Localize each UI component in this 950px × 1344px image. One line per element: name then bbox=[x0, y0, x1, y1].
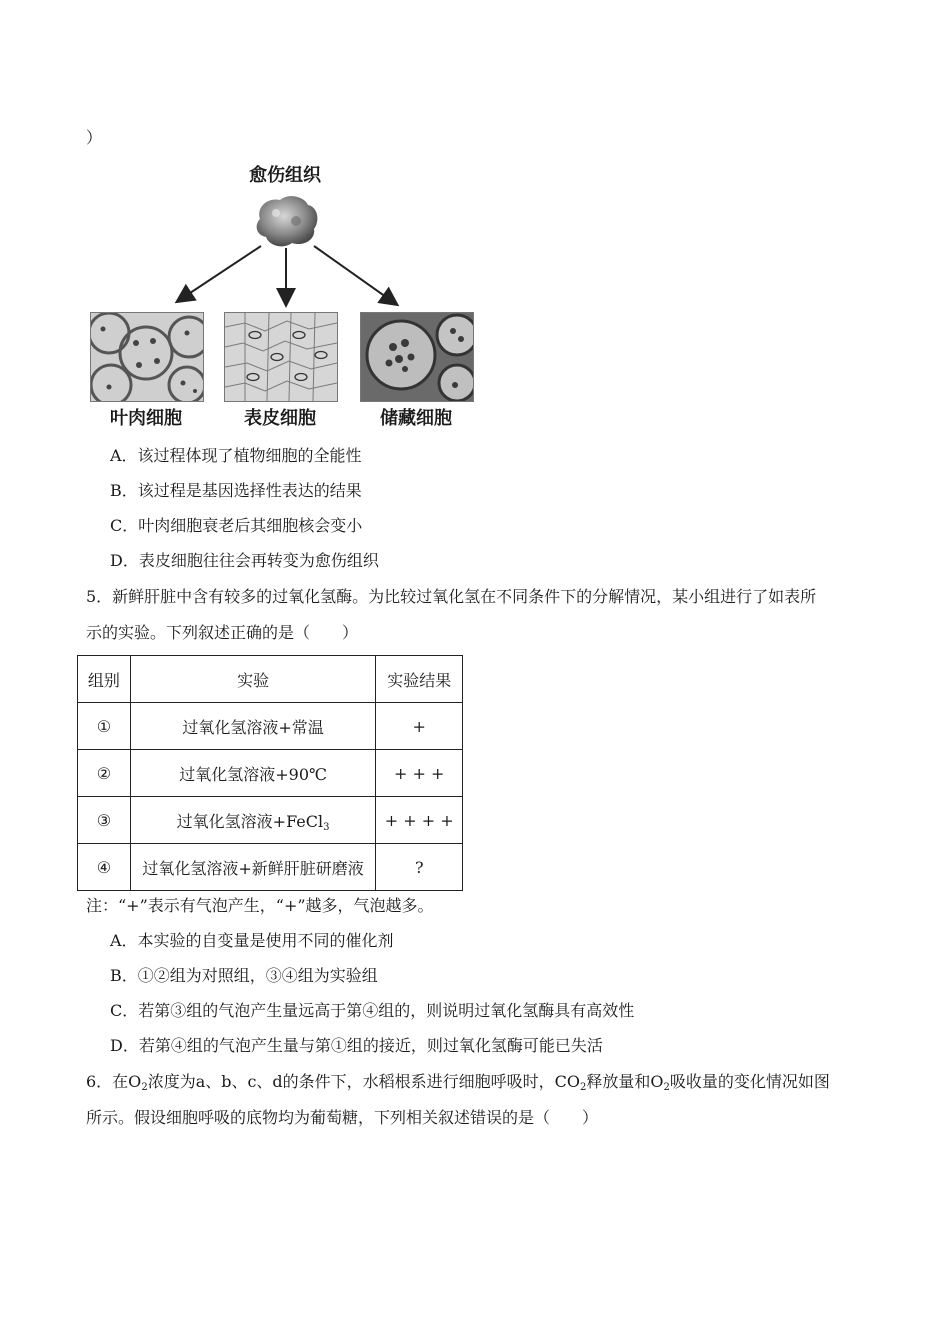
table-header-row bbox=[78, 656, 463, 703]
cell-label-storage: 储藏细胞 bbox=[380, 408, 452, 429]
experiment-table bbox=[77, 655, 463, 891]
q4-option-a[interactable]: A．该过程体现了植物细胞的全能性 bbox=[110, 446, 362, 465]
table-row bbox=[78, 797, 463, 844]
row-group: ④ bbox=[78, 844, 131, 891]
q4-option-d[interactable]: D．表皮细胞往往会再转变为愈伤组织 bbox=[110, 551, 379, 570]
table-note: 注：“+”表示有气泡产生，“+”越多，气泡越多。 bbox=[86, 896, 434, 915]
q5-option-b[interactable]: B．①②组为对照组，③④组为实验组 bbox=[110, 966, 378, 985]
q6-text: 释放量和O bbox=[586, 1072, 664, 1091]
row-result: ? bbox=[376, 844, 463, 891]
differentiation-arrows bbox=[86, 156, 486, 316]
row-group: ② bbox=[78, 750, 131, 797]
q5-stem-line1: 5．新鲜肝脏中含有较多的过氧化氢酶。为比较过氧化氢在不同条件下的分解情况，某小组进行了如表所 bbox=[86, 587, 817, 606]
question-paren: ） bbox=[86, 128, 103, 147]
table-row bbox=[78, 703, 463, 750]
mesophyll-cell-image bbox=[90, 312, 204, 402]
q4-option-b[interactable]: B．该过程是基因选择性表达的结果 bbox=[110, 481, 362, 500]
header-experiment: 实验 bbox=[130, 656, 376, 703]
q6-stem-line1 bbox=[86, 1072, 830, 1095]
q6-text: 6．在O bbox=[86, 1072, 142, 1091]
q4-option-c[interactable]: C．叶肉细胞衰老后其细胞核会变小 bbox=[110, 516, 363, 535]
cell-label-mesophyll: 叶肉细胞 bbox=[110, 408, 182, 429]
q6-stem-line2: 所示。假设细胞呼吸的底物均为葡萄糖，下列相关叙述错误的是（ ） bbox=[86, 1108, 599, 1127]
table-row bbox=[78, 844, 463, 891]
subscript: 2 bbox=[580, 1082, 587, 1093]
row-experiment-text: 过氧化氢溶液+FeCl bbox=[176, 811, 324, 831]
q5-option-a[interactable]: A．本实验的自变量是使用不同的催化剂 bbox=[110, 931, 394, 950]
diagram-title: 愈伤组织 bbox=[249, 165, 321, 186]
epidermal-cell-image bbox=[224, 312, 338, 402]
storage-cell-image bbox=[360, 312, 474, 402]
row-experiment bbox=[130, 797, 376, 844]
row-experiment: 过氧化氢溶液+常温 bbox=[130, 703, 376, 750]
row-experiment: 过氧化氢溶液+新鲜肝脏研磨液 bbox=[130, 844, 376, 891]
row-experiment: 过氧化氢溶液+90℃ bbox=[130, 750, 376, 797]
subscript: 2 bbox=[663, 1082, 670, 1093]
row-group: ① bbox=[78, 703, 131, 750]
row-result: + + + + bbox=[376, 797, 463, 844]
q5-stem-line2: 示的实验。下列叙述正确的是（ ） bbox=[86, 623, 359, 642]
cell-label-epidermal: 表皮细胞 bbox=[244, 408, 316, 429]
q5-option-c[interactable]: C．若第③组的气泡产生量远高于第④组的，则说明过氧化氢酶具有高效性 bbox=[110, 1001, 635, 1020]
callus-diagram bbox=[86, 156, 486, 436]
header-result: 实验结果 bbox=[376, 656, 463, 703]
subscript: 3 bbox=[323, 821, 330, 833]
row-result: + bbox=[376, 703, 463, 750]
q6-text: 吸收量的变化情况如图 bbox=[669, 1072, 830, 1091]
table-row bbox=[78, 750, 463, 797]
subscript: 2 bbox=[141, 1082, 148, 1093]
q6-text: 浓度为a、b、c、d的条件下，水稻根系进行细胞呼吸时，CO bbox=[147, 1072, 581, 1091]
row-group: ③ bbox=[78, 797, 131, 844]
header-group: 组别 bbox=[78, 656, 131, 703]
row-result: + + + bbox=[376, 750, 463, 797]
q5-option-d[interactable]: D．若第④组的气泡产生量与第①组的接近，则过氧化氢酶可能已失活 bbox=[110, 1036, 603, 1055]
